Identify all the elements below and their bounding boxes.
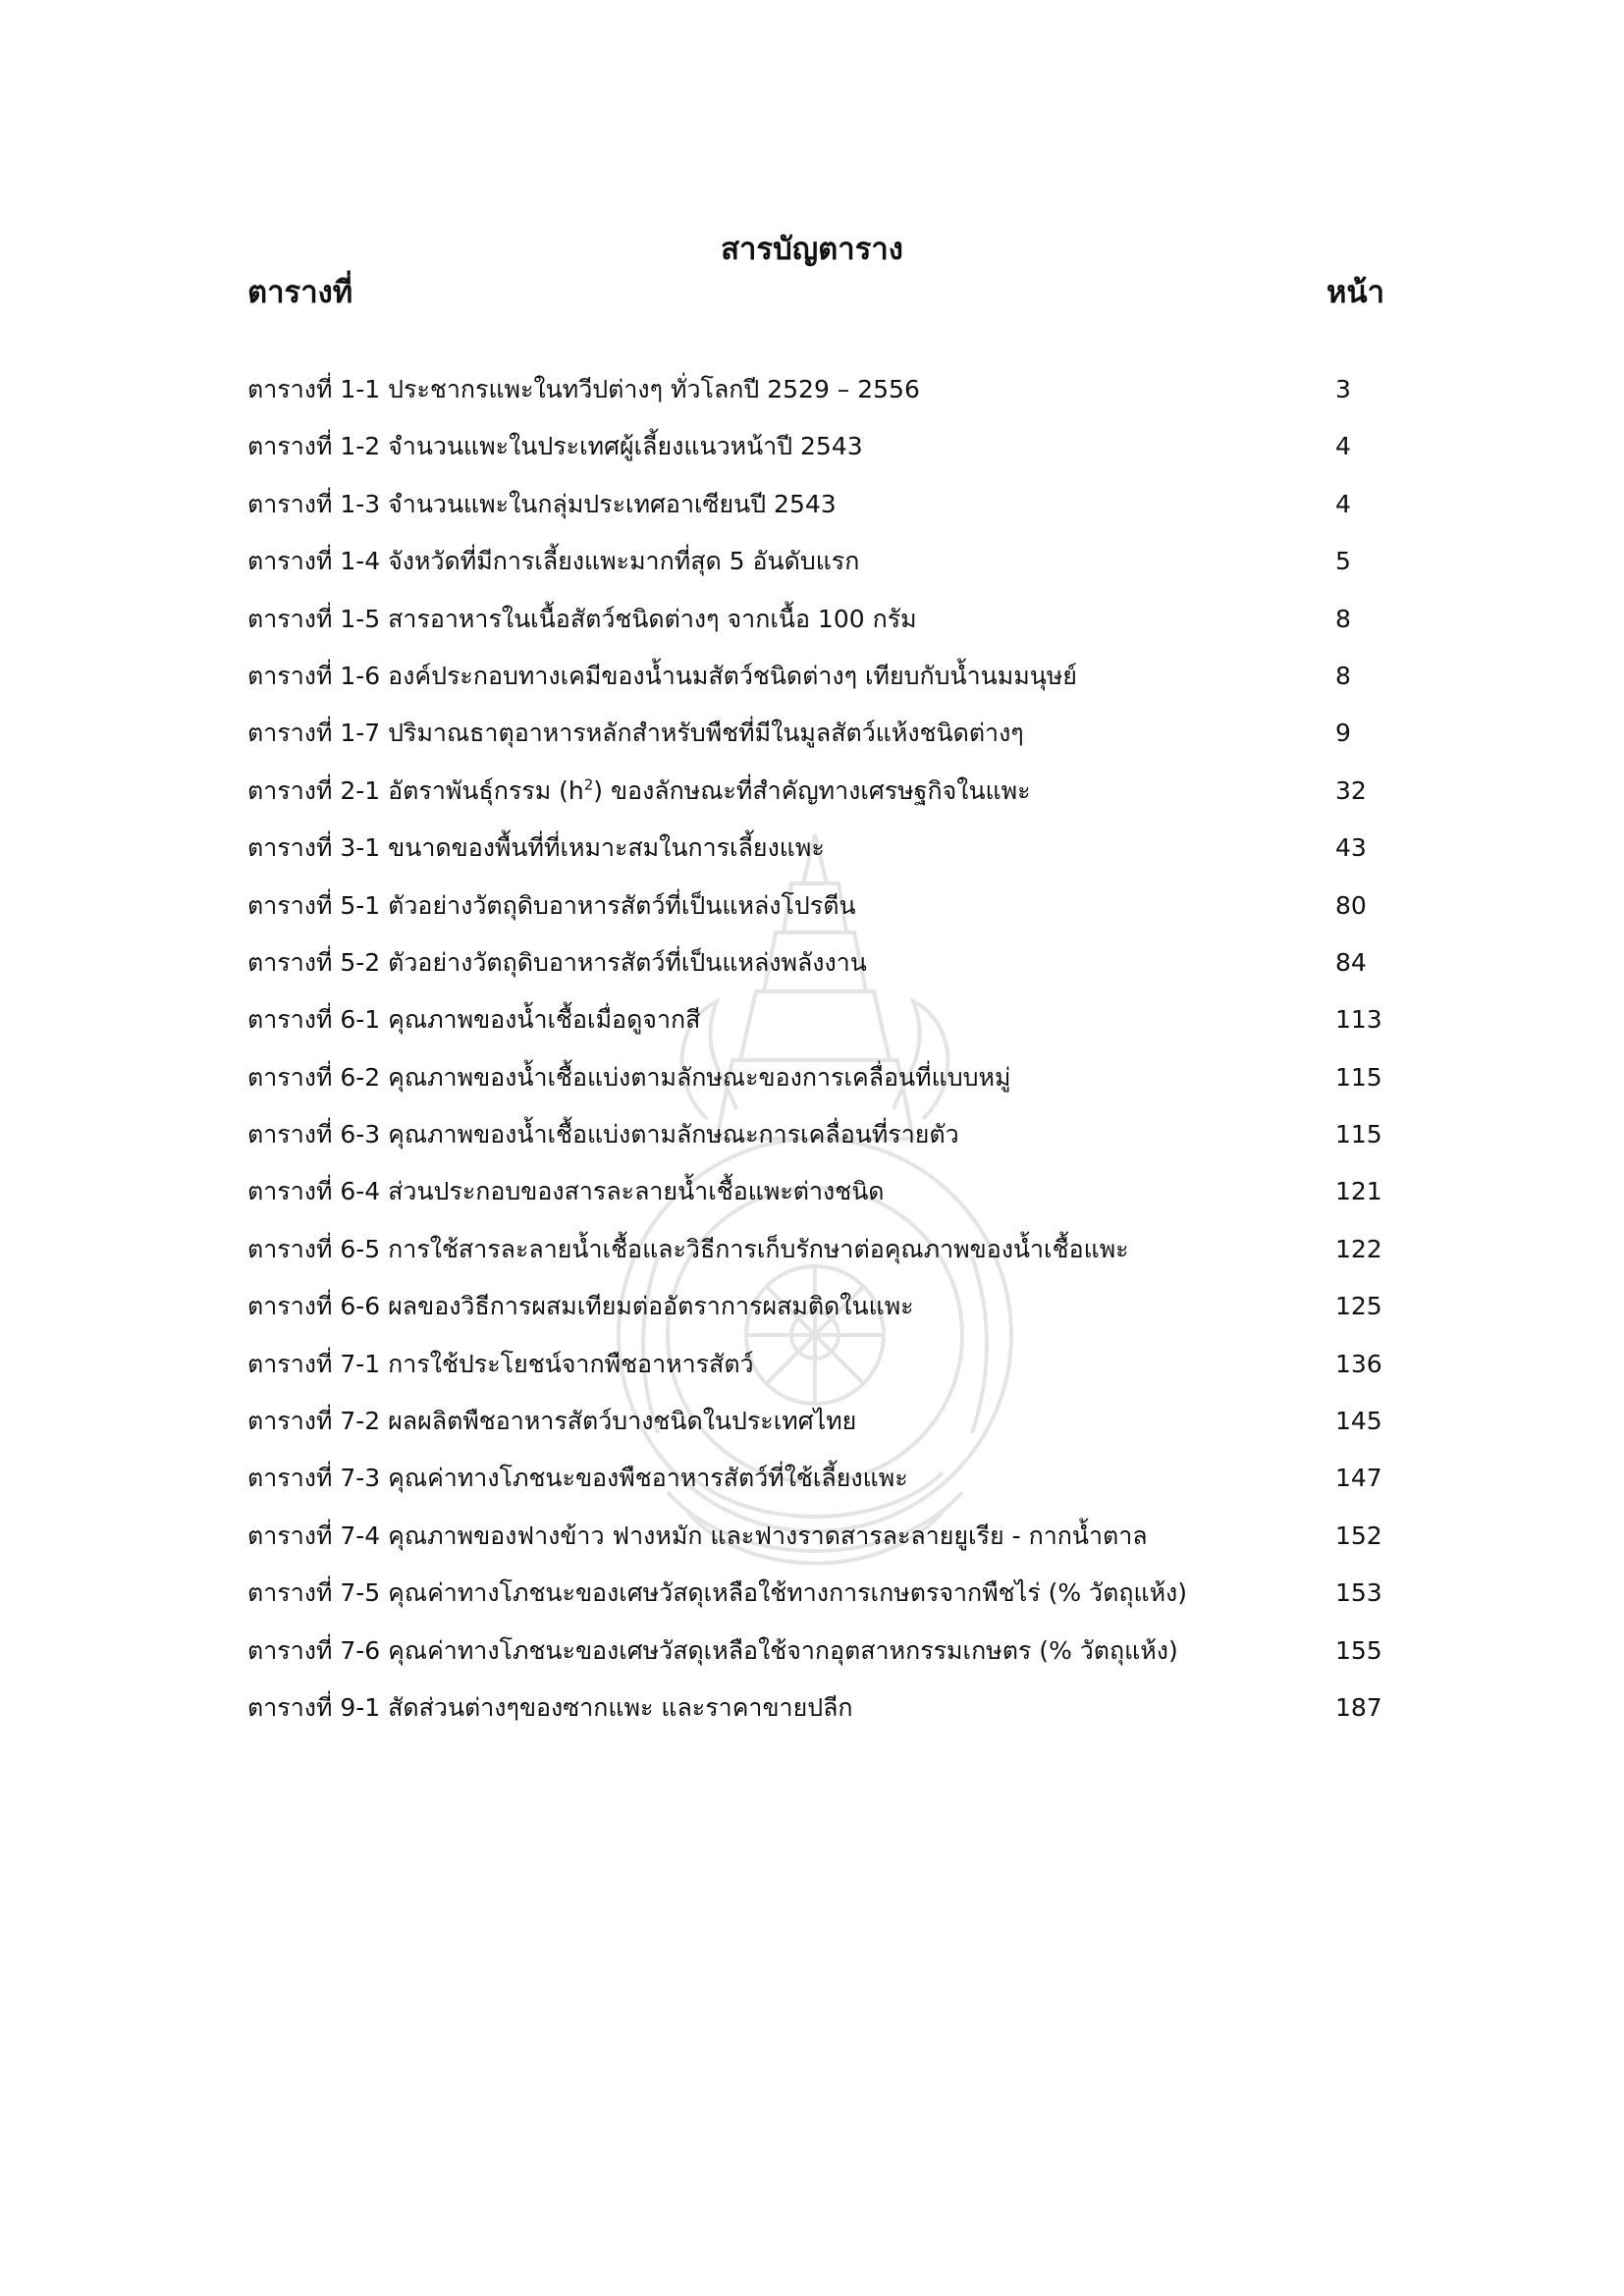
- toc-entry-page: 122: [1335, 1234, 1382, 1263]
- toc-entry-page: 152: [1335, 1521, 1382, 1550]
- toc-entry-label: ตารางที่ 6-4 ส่วนประกอบของสารละลายน้ำเชื้อแพะต่างชนิด: [247, 1177, 885, 1206]
- toc-entry-page: 8: [1335, 604, 1351, 633]
- toc-entry-label: ตารางที่ 6-2 คุณภาพของน้ำเชื้อแบ่งตามลักษณะของการเคลื่อนที่แบบหมู่: [247, 1062, 1011, 1092]
- toc-entry-page: 9: [1335, 719, 1351, 748]
- toc-entry-page: 153: [1335, 1578, 1382, 1608]
- toc-entry-page: 136: [1335, 1349, 1382, 1378]
- toc-entry-page: 80: [1335, 890, 1367, 920]
- superscript-two: 2: [583, 775, 594, 794]
- toc-entry-page: 113: [1335, 1005, 1382, 1035]
- toc-entry-page: 4: [1335, 489, 1351, 518]
- toc-entry-label: ตารางที่ 7-6 คุณค่าทางโภชนะของเศษวัสดุเหลือใช้จากอุตสาหกรรมเกษตร (% วัตถุแห้ง): [247, 1635, 1178, 1665]
- toc-entry-page: 147: [1335, 1464, 1382, 1493]
- toc-entry-label: ตารางที่ 9-1 สัดส่วนต่างๆของซากแพะ และราคาขายปลีก: [247, 1692, 853, 1722]
- toc-entry-label: ตารางที่ 1-1 ประชากรแพะในทวีปต่างๆ ทั่วโลกปี 2529 – 2556: [247, 375, 920, 403]
- table-of-tables-list: [247, 361, 1386, 1736]
- toc-entry-label: ตารางที่ 7-5 คุณค่าทางโภชนะของเศษวัสดุเหลือใช้ทางการเกษตรจากพืชไร่ (% วัตถุแห้ง): [247, 1578, 1188, 1608]
- toc-entry: [247, 1221, 1386, 1278]
- toc-entry-page: 115: [1335, 1120, 1382, 1149]
- toc-entry: [247, 1106, 1386, 1163]
- toc-entry: [247, 476, 1386, 533]
- toc-entry-label: ตารางที่ 1-5 สารอาหารในเนื้อสัตว์ชนิดต่างๆ จากเนื้อ 100 กรัม: [247, 604, 917, 633]
- toc-entry-label: ตารางที่ 7-2 ผลผลิตพืชอาหารสัตว์บางชนิดในประเทศไทย: [247, 1407, 857, 1436]
- toc-entry: [247, 1049, 1386, 1106]
- toc-entry-label: ตารางที่ 6-5 การใช้สารละลายน้ำเชื้อและวิธีการเก็บรักษาต่อคุณภาพของน้ำเชื้อแพะ: [247, 1234, 1129, 1263]
- toc-entry-page: 115: [1335, 1062, 1382, 1092]
- toc-entry-page: 84: [1335, 947, 1367, 977]
- toc-entry-page: 4: [1335, 432, 1351, 461]
- toc-entry: [247, 820, 1386, 877]
- toc-entry-label: ตารางที่ 1-6 องค์ประกอบทางเคมีของน้ำนมสัตว์ชนิดต่างๆ เทียบกับน้ำนมมนุษย์: [247, 661, 1077, 690]
- toc-entry-page: 121: [1335, 1177, 1382, 1206]
- toc-entry: [247, 1278, 1386, 1335]
- toc-entry-label: ตารางที่ 6-6 ผลของวิธีการผสมเทียมต่ออัตราการผสมติดในแพะ: [247, 1292, 914, 1321]
- toc-entry-label: ตารางที่ 1-7 ปริมาณธาตุอาหารหลักสำหรับพืชที่มีในมูลสัตว์แห้งชนิดต่างๆ: [247, 719, 1024, 748]
- toc-entry: [247, 591, 1386, 648]
- toc-entry-page: 187: [1335, 1692, 1382, 1722]
- column-header-table: ตารางที่: [247, 275, 353, 310]
- toc-entry-page: 5: [1335, 547, 1351, 576]
- toc-entry-label-post: ) ของลักษณะที่สำคัญทางเศรษฐกิจในแพะ: [593, 775, 1031, 805]
- toc-entry: [247, 533, 1386, 590]
- toc-entry-page: 32: [1335, 775, 1367, 805]
- toc-entry-label: ตารางที่ 1-2 จำนวนแพะในประเทศผู้เลี้ยงแนวหน้าปี 2543: [247, 432, 863, 461]
- toc-entry: [247, 1623, 1386, 1680]
- toc-entry: [247, 361, 1386, 418]
- toc-entry: [247, 934, 1386, 991]
- toc-entry: [247, 648, 1386, 705]
- column-header-page: หน้า: [1326, 275, 1384, 310]
- toc-entry-page: 3: [1335, 375, 1351, 403]
- page-title: สารบัญตาราง: [721, 231, 903, 267]
- toc-entry-label: ตารางที่ 5-2 ตัวอย่างวัตถุดิบอาหารสัตว์ที่เป็นแหล่งพลังงาน: [247, 947, 867, 977]
- toc-entry: [247, 1336, 1386, 1393]
- toc-entry-label: ตารางที่ 3-1 ขนาดของพื้นที่ที่เหมาะสมในการเลี้ยงแพะ: [247, 833, 825, 863]
- toc-entry: [247, 1565, 1386, 1622]
- toc-entry-label-pre: ตารางที่ 2-1 อัตราพันธุ์กรรม (h: [247, 775, 584, 805]
- toc-entry-label: ตารางที่ 5-1 ตัวอย่างวัตถุดิบอาหารสัตว์ที่เป็นแหล่งโปรตีน: [247, 890, 856, 920]
- toc-entry-label: ตารางที่ 7-1 การใช้ประโยชน์จากพืชอาหารสัตว์: [247, 1349, 754, 1378]
- toc-entry-page: 8: [1335, 661, 1351, 690]
- toc-entry: [247, 1680, 1386, 1736]
- toc-entry-label: ตารางที่ 6-3 คุณภาพของน้ำเชื้อแบ่งตามลักษณะการเคลื่อนที่รายตัว: [247, 1120, 959, 1149]
- toc-entry: [247, 878, 1386, 934]
- toc-entry: [247, 1508, 1386, 1565]
- toc-entry: [247, 418, 1386, 475]
- toc-entry: [247, 1450, 1386, 1507]
- toc-entry: [247, 991, 1386, 1048]
- toc-entry-label: ตารางที่ 7-3 คุณค่าทางโภชนะของพืชอาหารสัตว์ที่ใช้เลี้ยงแพะ: [247, 1464, 908, 1493]
- toc-entry-label: ตารางที่ 1-3 จำนวนแพะในกลุ่มประเทศอาเซียนปี 2543: [247, 489, 837, 518]
- toc-entry-page: 125: [1335, 1292, 1382, 1321]
- toc-entry-page: 155: [1335, 1635, 1382, 1665]
- toc-entry: [247, 763, 1386, 820]
- toc-entry-label: ตารางที่ 7-4 คุณภาพของฟางข้าว ฟางหมัก และฟางราดสารละลายยูเรีย - กากน้ำตาล: [247, 1521, 1148, 1550]
- toc-entry: [247, 705, 1386, 762]
- toc-entry-label: ตารางที่ 6-1 คุณภาพของน้ำเชื้อเมื่อดูจากสี: [247, 1005, 701, 1035]
- toc-entry: [247, 1163, 1386, 1220]
- toc-entry-page: 43: [1335, 833, 1367, 863]
- toc-entry: [247, 1393, 1386, 1450]
- toc-entry-page: 145: [1335, 1407, 1382, 1436]
- toc-entry-label: [247, 763, 1031, 820]
- toc-entry-label: ตารางที่ 1-4 จังหวัดที่มีการเลี้ยงแพะมากที่สุด 5 อันดับแรก: [247, 547, 860, 576]
